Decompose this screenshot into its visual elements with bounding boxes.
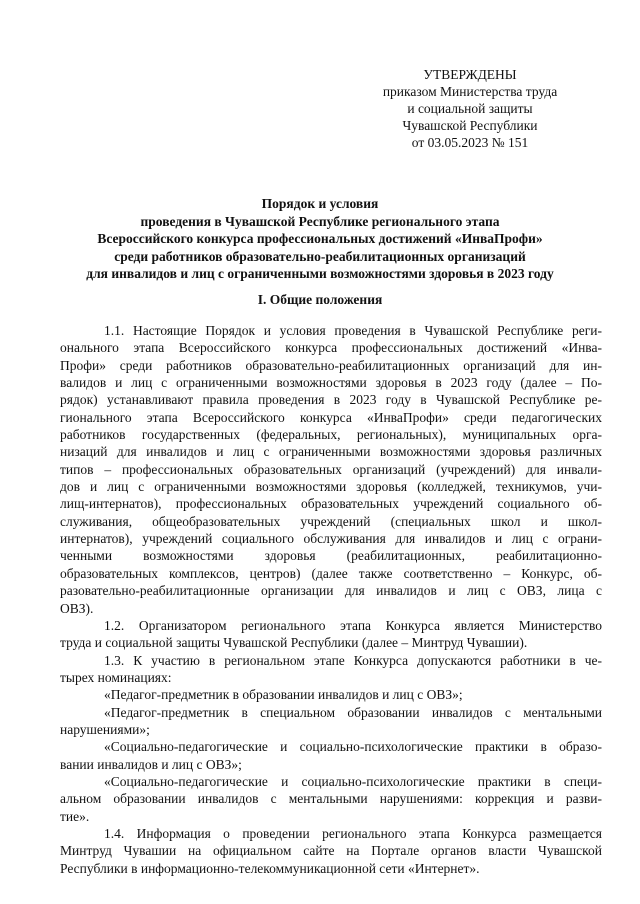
title-line: проведения в Чувашской Республике регионального этапа bbox=[140, 213, 500, 229]
body-text-line: рядок) устанавливают правила проведения в 2023 году в Чувашской Республике ре- bbox=[60, 392, 602, 408]
body-text-line: труда и социальной защиты Чувашской Республики (далее – Минтруд Чувашии). bbox=[60, 635, 528, 651]
body-text-line: Профи» среди работников образовательно-реабилитационных организаций для ин- bbox=[60, 357, 602, 373]
body-text-line: «Социально-педагогические и социально-психологические практики в специ- bbox=[104, 773, 602, 789]
approval-block bbox=[360, 66, 580, 151]
title-line: Всероссийского конкурса профессиональных достижений «ИнваПрофи» bbox=[97, 231, 543, 246]
body-text-line: вании инвалидов и лиц с ОВЗ»; bbox=[60, 756, 242, 772]
body-text-line: 1.2. Организатором регионального этапа Конкурса является Министерство bbox=[104, 617, 602, 633]
body-text-line: Минтруд Чувашии на официальном сайте на Портале органов власти Чувашской bbox=[60, 843, 602, 859]
body-text-line: «Педагог-предметник в образовании инвалидов и лиц с ОВЗ»; bbox=[104, 687, 463, 703]
body-text-line: тие». bbox=[60, 808, 90, 824]
document-title bbox=[40, 195, 600, 283]
body-text-line: ОВЗ). bbox=[60, 600, 94, 616]
body-text-line: валидов и лиц с ограниченными возможностями здоровья в 2023 году (далее – По- bbox=[60, 375, 602, 391]
body-text-line: 1.3. К участию в региональном этапе Конкурса допускаются работники в че- bbox=[104, 652, 602, 668]
body-text-line: альном образовании инвалидов с ментальными нарушениями: коррекция и разви- bbox=[60, 791, 602, 807]
body-text-line: образовательных комплексов, центров) (далее также соответственно – Конкурс, об- bbox=[60, 565, 602, 581]
body-text-line: 1.1. Настоящие Порядок и условия проведения в Чувашской Республике реги- bbox=[104, 323, 602, 338]
approval-line: от 03.05.2023 № 151 bbox=[411, 135, 529, 150]
body-text-line: «Педагог-предметник в специальном образовании инвалидов с ментальными bbox=[104, 704, 602, 720]
body-text-line: гионального этапа Всероссийского конкурса «ИнваПрофи» среди педагогических bbox=[60, 409, 602, 425]
body-text-line: служивания, общеобразовательных учреждений (специальных школ и школ- bbox=[60, 513, 602, 529]
body-text-line: онального этапа Всероссийского конкурса профессиональных достижений «Инва- bbox=[60, 340, 602, 356]
approval-line: Чувашской Республики bbox=[402, 118, 538, 133]
section-heading: I. Общие положения bbox=[257, 292, 383, 307]
body-text-line: работников государственных (федеральных, региональных), муниципальных орга- bbox=[60, 427, 602, 443]
title-line: Порядок и условия bbox=[261, 196, 379, 211]
body-text-line: нарушениями»; bbox=[60, 721, 150, 737]
approval-line: приказом Министерства труда bbox=[382, 84, 558, 99]
body-text-line: интернатов), учреждений социального обслуживания для инвалидов и лиц с ограни- bbox=[60, 531, 602, 547]
body-text-line: 1.4. Информация о проведении регионального этапа Конкурса размещается bbox=[104, 825, 602, 841]
body-text-line: лищ-интернатов), профессиональных образовательных учреждений социального об- bbox=[60, 496, 602, 512]
title-line: среди работников образовательно-реабилитационных организаций bbox=[114, 248, 526, 264]
approval-line: УТВЕРЖДЕНЫ bbox=[423, 67, 517, 82]
body-text-line: разовательно-реабилитационные организации для инвалидов и лиц с ОВЗ, лица с bbox=[60, 583, 602, 599]
body-text-line: Республики в информационно-телекоммуникационной сети «Интернет». bbox=[60, 860, 480, 876]
body-text-line: ченными возможностями здоровья (реабилитационных, реабилитационно- bbox=[60, 548, 602, 564]
body-text-line: «Социально-педагогические и социально-психологические практики в образо- bbox=[104, 739, 602, 755]
approval-line: и социальной защиты bbox=[407, 101, 533, 116]
body-text-line: тырех номинациях: bbox=[60, 669, 172, 685]
document-body bbox=[60, 322, 602, 877]
body-text-line: низаций для инвалидов и лиц с ограниченными возможностями здоровья различных bbox=[60, 444, 602, 460]
body-text-line: типов – профессиональных образовательных организаций (учреждений) для инвали- bbox=[60, 461, 602, 477]
body-text-line: дов и лиц с ограниченными возможностями здоровья (колледжей, техникумов, учи- bbox=[60, 479, 602, 495]
title-line: для инвалидов и лиц с ограниченными возможностями здоровья в 2023 году bbox=[86, 266, 554, 281]
